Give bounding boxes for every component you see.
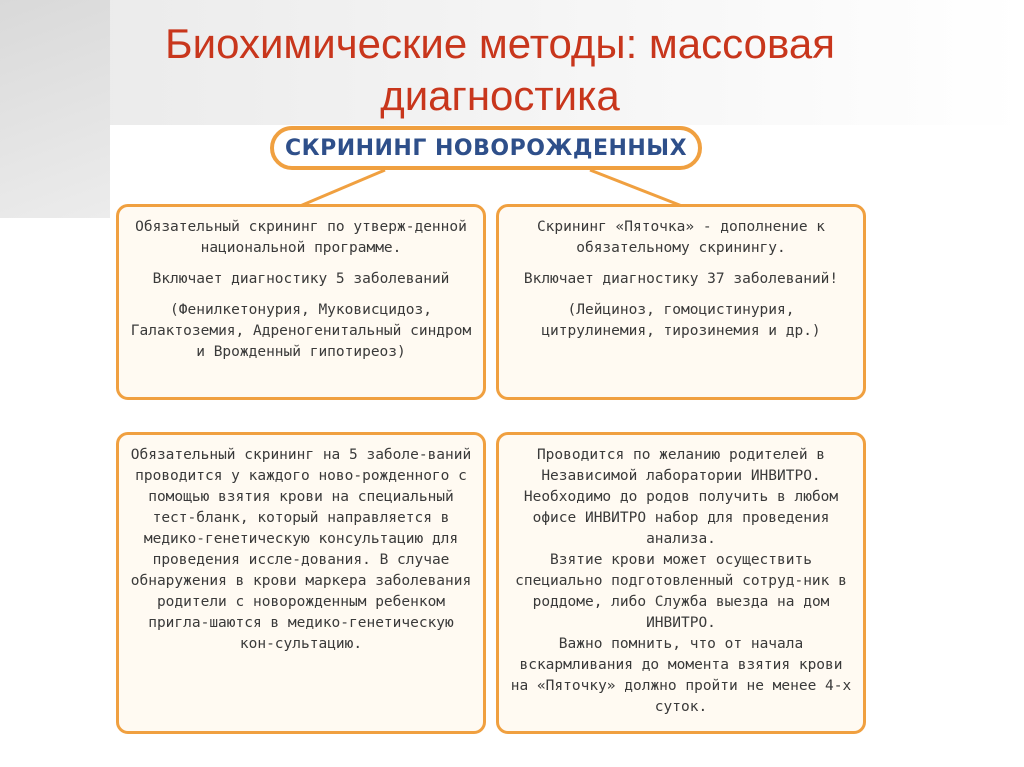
slide-title: Биохимические методы: массовая диагностика	[165, 20, 835, 119]
mandatory-screening-intro: Обязательный скрининг по утверж-денной национальной программе.	[135, 219, 467, 256]
heel-screening-diseases: (Лейциноз, гомоцистинурия, цитрулинемия, тирозинемия и др.)	[541, 302, 821, 339]
heel-screening-count: Включает диагностику 37 заболеваний!	[523, 271, 839, 287]
heel-procedure-p1: Проводится по желанию родителей в Независимой лаборатории ИНВИТРО.	[536, 447, 826, 484]
mandatory-procedure-box	[116, 432, 486, 734]
heel-procedure-p2: Необходимо до родов получить в любом офисе ИНВИТРО набор для проведения анализа.	[523, 489, 839, 547]
connector-left	[300, 170, 385, 206]
connector-right	[590, 170, 682, 206]
heel-screening-intro: Скрининг «Пяточка» - дополнение к обязательному скринингу.	[536, 219, 826, 256]
mandatory-screening-diseases: (Фенилкетонурия, Муковисцидоз, Галактоземия, Адреногенитальный синдром и Врожденный гипотиреоз)	[130, 302, 472, 360]
mandatory-procedure-text: Обязательный скрининг на 5 заболе-ваний проводится у каждого ново-рожденного с помощью взятия крови на специальный тест-бланк, который направляется в медико-генетическую консультацию для проведения иссле-дования. В случае обнаружения в крови маркера заболевания родители с новорожденным ребенком пригла-шаются в медико-генетическую кон-сультацию.	[130, 447, 472, 652]
heel-screening-box	[496, 204, 866, 400]
diagram-header: СКРИНИНГ НОВОРОЖДЕННЫХ	[270, 126, 702, 170]
heel-procedure-p3: Взятие крови может осуществить специально подготовленный сотруд-ник в роддоме, либо Служба выезда на дом ИНВИТРО.	[515, 552, 847, 631]
mandatory-screening-count: Включает диагностику 5 заболеваний	[152, 271, 450, 287]
heel-procedure-box	[496, 432, 866, 734]
mandatory-screening-box	[116, 204, 486, 400]
heel-procedure-p4: Важно помнить, что от начала вскармливания до момента взятия крови на «Пяточку» должно пройти не менее 4-х суток.	[510, 636, 852, 715]
